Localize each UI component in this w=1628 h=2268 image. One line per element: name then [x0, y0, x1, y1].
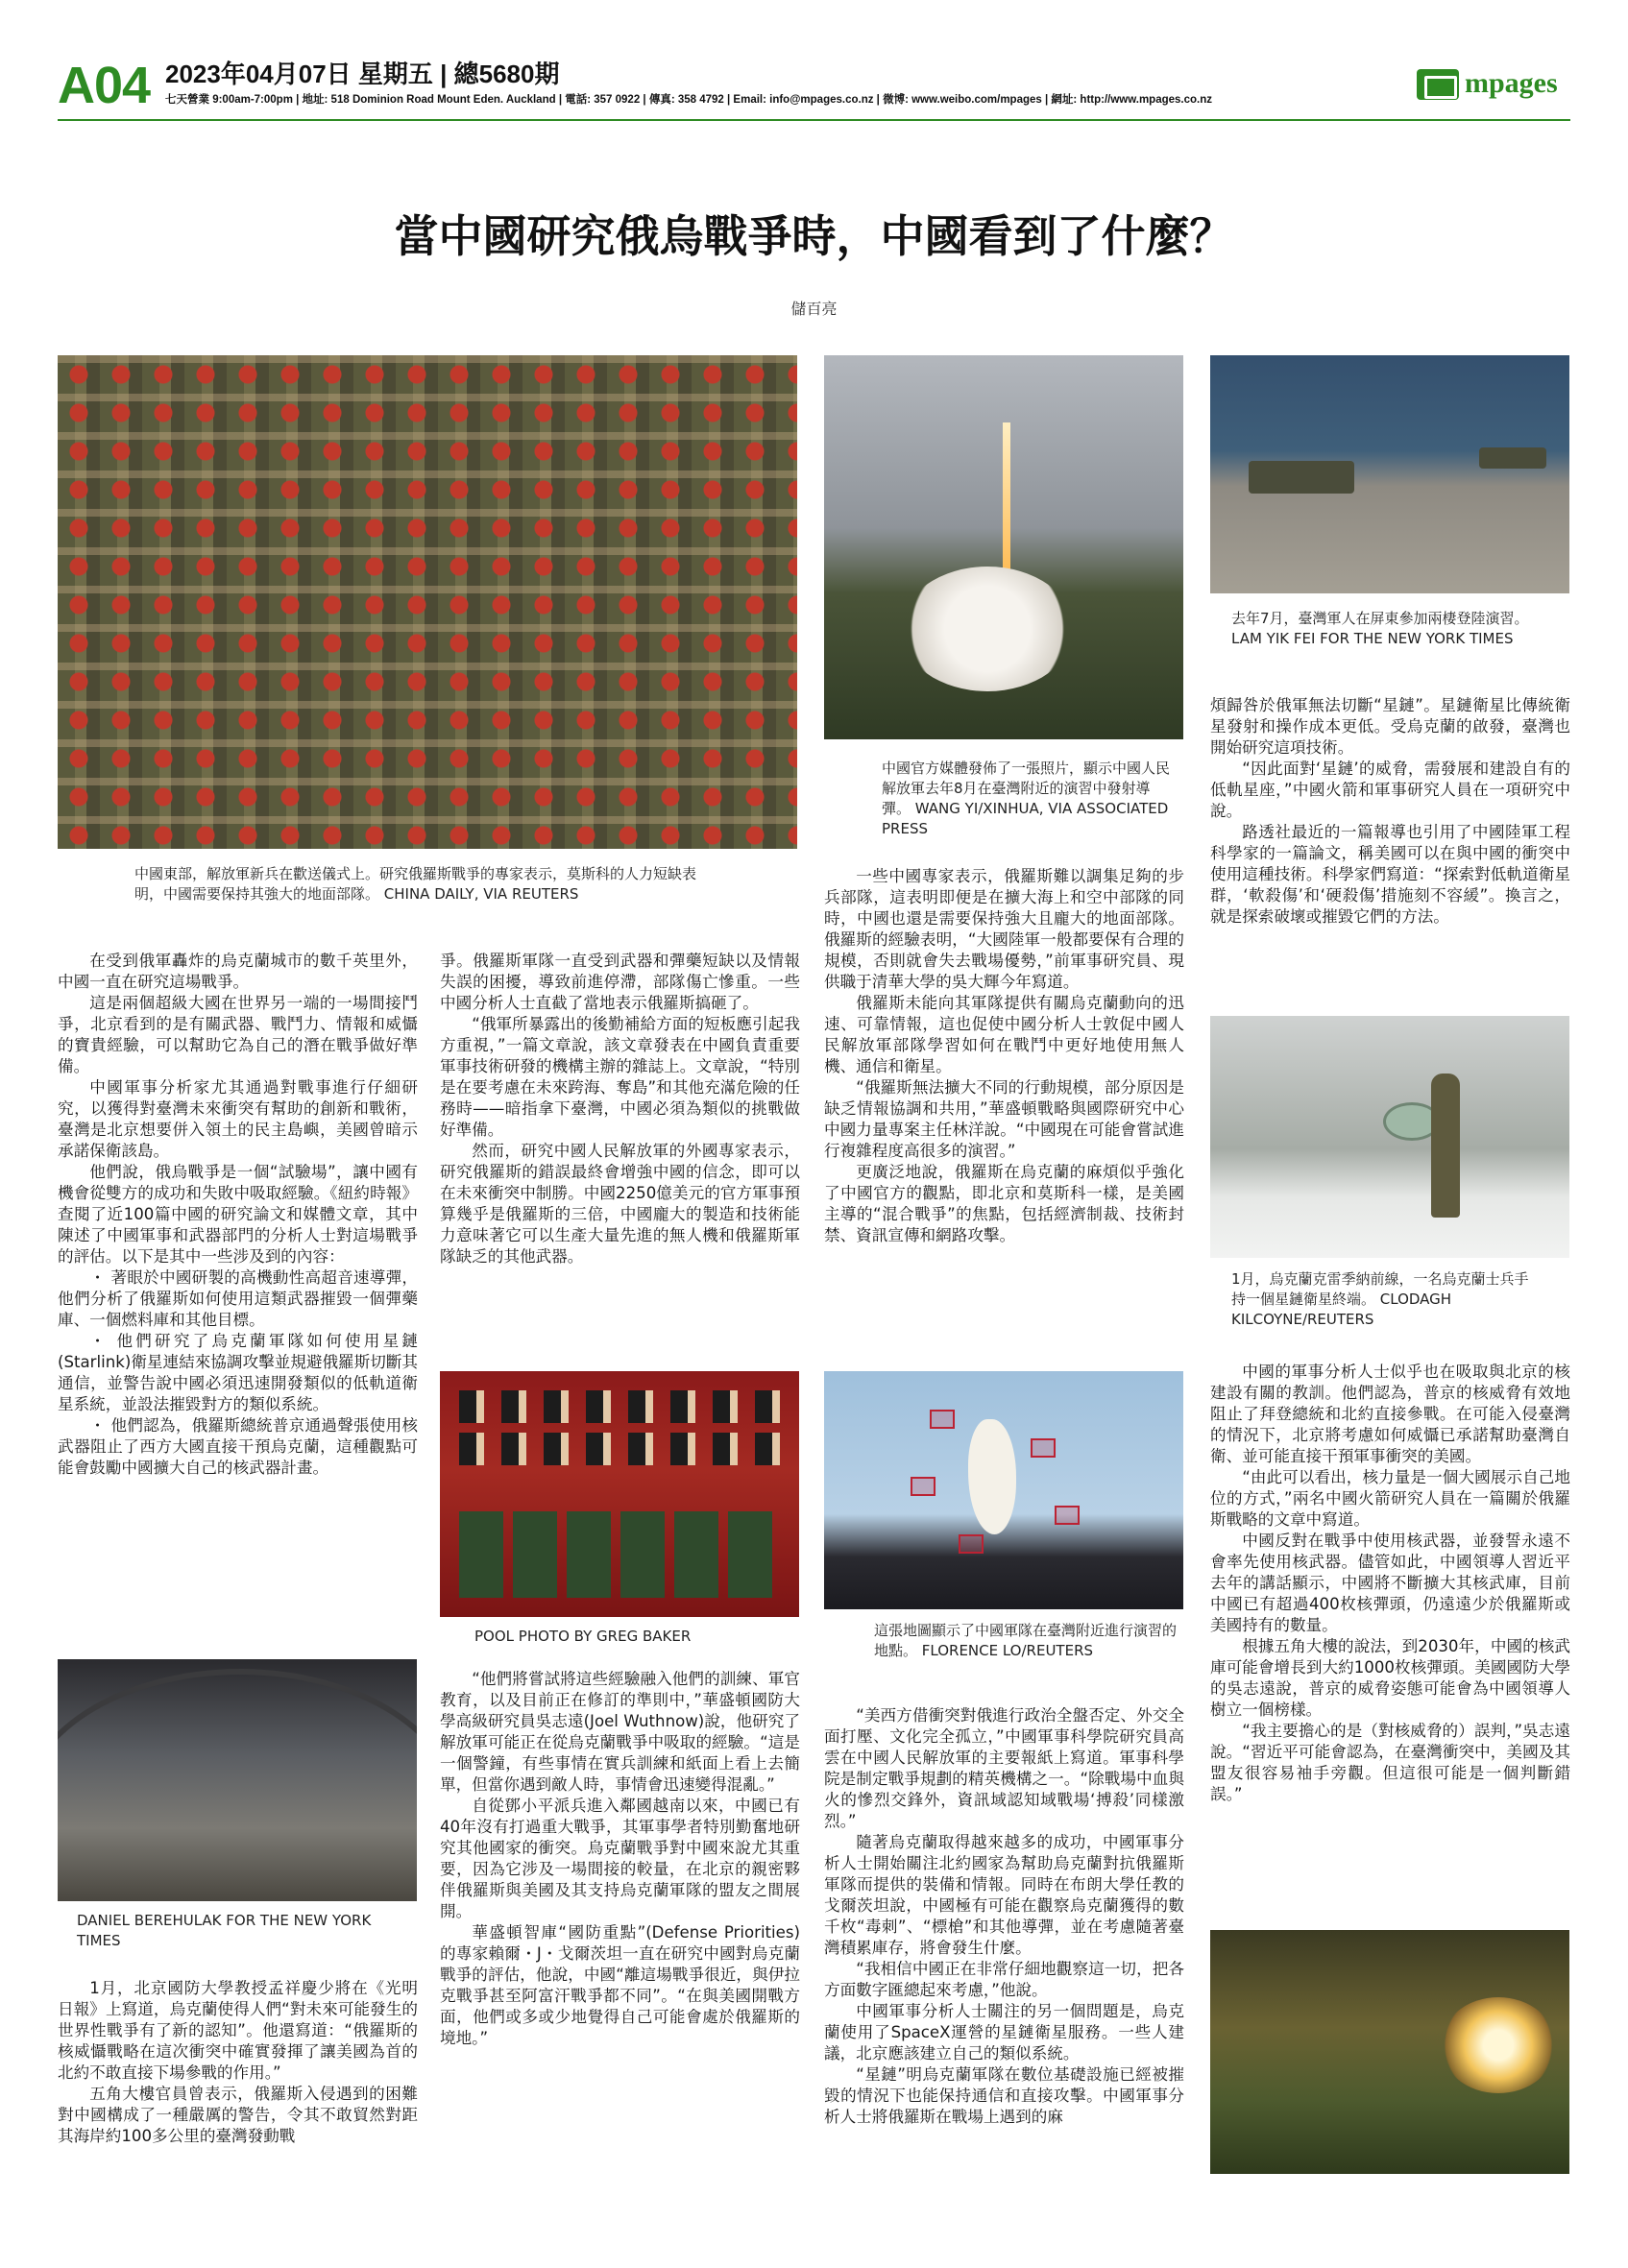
- paragraph: “我相信中國正在非常仔細地觀察這一切，把各方面數字匯總起來考慮，”他說。: [824, 1960, 1184, 1999]
- paragraph: 更廣泛地說，俄羅斯在烏克蘭的麻煩似乎強化了中國官方的觀點，即北京和莫斯科一樣，是美國主導的“混合戰爭”的焦點，包括經濟制裁、技術封禁、資訊宣傳和網路攻擊。: [824, 1163, 1184, 1244]
- paragraph: 中國軍事分析家尤其通過對戰事進行仔細研究，以獲得對臺灣未來衝突有幫助的創新和戰術，臺灣是北京想要併入領土的民主島嶼，美國曾暗示承諾保衛該島。: [58, 1078, 418, 1160]
- masthead-rule: [58, 119, 1570, 121]
- contact-info-line: 七天營業 9:00am-7:00pm | 地址: 518 Dominion Road Mount Eden. Auckland | 電話: 357 0922 | 傳真: 358 4792 | Email: info@mpages.co.nz | 微博: www.weibo.com/mpages | 網址: http://www.mpages.co.nz: [165, 94, 1212, 106]
- photo-artillery-fire: [1210, 1930, 1569, 2174]
- paragraph: 他們說，俄烏戰爭是一個“試驗場”，讓中國有機會從雙方的成功和失敗中吸取經驗。《紐約時報》查閱了近100篇中國的研究論文和媒體文章，其中陳述了中國軍事和武器部門的分析人士對這場戰爭的評估。以下是其中一些涉及到的內容：: [58, 1163, 418, 1266]
- paragraph: 爭。俄羅斯軍隊一直受到武器和彈藥短缺以及情報失誤的困擾，導致前進停滯，部隊傷亡慘重。一些中國分析人士直截了當地表示俄羅斯搞砸了。: [440, 952, 800, 1012]
- amphibious-vehicle: [1249, 461, 1354, 494]
- photo-recruits-ceremony: [58, 355, 797, 849]
- paragraph: 五角大樓官員曾表示，俄羅斯入侵遇到的困難對中國構成了一種嚴厲的警告，令其不敢貿然對距其海岸約100多公里的臺灣發動戰: [58, 2085, 418, 2145]
- paragraph: 這是兩個超級大國在世界另一端的一場間接鬥爭，北京看到的是有關武器、戰鬥力、情報和威懾的寶貴經驗，可以幫助它為自己的潛在戰爭做好準備。: [58, 994, 418, 1075]
- drill-zone: [959, 1534, 984, 1554]
- logo-mark-icon: [1417, 69, 1459, 100]
- paragraph: “他們將嘗試將這些經驗融入他們的訓練、軍官教育，以及目前正在修訂的準則中，”華盛頓國防大學高級研究員吳志遠(Joel Wuthnow)說，他研究了解放軍可能正在從烏克蘭戰爭中吸取的經驗。“這是一個警鐘，有些事情在實兵訓練和紙面上看上去簡單，但當你遇到敵人時，事情會迅速變得混亂。”: [440, 1670, 800, 1794]
- caption-starlink: 1月，烏克蘭克雷季納前線，一名烏克蘭士兵手持一個星鏈衛星終端。 CLODAGH KILCOYNE/REUTERS: [1231, 1270, 1529, 1328]
- caption-congress: POOL PHOTO BY GREG BAKER: [474, 1628, 692, 1645]
- missile-trail: [1003, 422, 1010, 586]
- paragraph: “星鏈”明烏克蘭軍隊在數位基礎設施已經被摧毀的情況下也能保持通信和直接攻擊。中國軍事分析人士將俄羅斯在戰場上遇到的麻: [824, 2065, 1184, 2126]
- drill-zone: [930, 1410, 955, 1429]
- paragraph: “俄羅斯無法擴大不同的行動規模，部分原因是缺乏情報協調和共用，”華盛頓戰略與國際研究中心中國力量專案主任林洋說。“中國現在可能會嘗試進行複雜程度高很多的演習。”: [824, 1078, 1184, 1160]
- photo-destroyed-hangar: [58, 1659, 417, 1901]
- drill-zone: [911, 1477, 935, 1496]
- column-3-bottom: [824, 1705, 1184, 2128]
- taiwan-island: [968, 1419, 1016, 1534]
- paragraph: “俄軍所暴露出的後勤補給方面的短板應引起我方重視，”一篇文章說，該文章發表在中國負責重要軍事技術研發的機構主辦的雜誌上。文章說，“特別是在要考慮在未來跨海、奪島”和其他充滿危險的任務時——暗指拿下臺灣，中國必須為類似的挑戰做好準備。: [440, 1015, 800, 1139]
- drill-zone: [1055, 1506, 1080, 1525]
- photo-missile-launch: [824, 355, 1183, 739]
- paragraph: 煩歸咎於俄軍無法切斷“星鏈”。星鏈衛星比傳統衛星發射和操作成本更低。受烏克蘭的啟發，臺灣也開始研究這項技術。: [1210, 696, 1570, 757]
- column-2-top: [440, 951, 800, 1267]
- column-4-bottom: [1210, 1362, 1570, 1805]
- article-byline: 儲百亮: [790, 300, 838, 318]
- caption-recruits: 中國東部，解放軍新兵在歡送儀式上。研究俄羅斯戰爭的專家表示，莫斯科的人力短缺表明，中國需要保持其強大的地面部隊。 CHINA DAILY, VIA REUTERS: [134, 865, 697, 903]
- paragraph: 隨著烏克蘭取得越來越多的成功，中國軍事分析人士開始關注北約國家為幫助烏克蘭對抗俄羅斯軍隊而提供的裝備和情報。同時在布朗大學任教的戈爾茨坦說，中國極有可能在觀察烏克蘭獲得的數千枚“毒刺”、“標槍”和其他導彈，並在考慮隨著臺灣積累庫存，將會發生什麼。: [824, 1833, 1184, 1957]
- paragraph: 在受到俄軍轟炸的烏克蘭城市的數千英里外，中國一直在研究這場戰爭。: [58, 952, 418, 991]
- masthead: [58, 56, 1570, 119]
- officers-row: [459, 1511, 780, 1598]
- hangar-arch: [58, 1669, 417, 1901]
- paragraph: 自從鄧小平派兵進入鄰國越南以來，中國已有40年沒有打過重大戰爭，其軍事學者特別勤奮地研究其他國家的衝突。烏克蘭戰爭對中國來說尤其重要，因為它涉及一場間接的較量，在北京的親密夥伴俄羅斯與美國及其支持烏克蘭軍隊的盟友之間展開。: [440, 1797, 800, 1920]
- paragraph: “美西方借衝突對俄進行政治全盤否定、外交全面打壓、文化完全孤立，”中國軍事科學院研究員高雲在中國人民解放軍的主要報紙上寫道。軍事科學院是制定戰爭規劃的精英機構之一。“除戰場中血與火的慘烈交鋒外，資訊域認知域戰場‘搏殺’同樣激烈。”: [824, 1706, 1184, 1830]
- column-3-top: [824, 866, 1184, 1246]
- bullet-paragraph: ・ 他們認為，俄羅斯總統普京通過聲張使用核武器阻止了西方大國直接干預烏克蘭，這種觀點可能會鼓勵中國擴大自己的核武器計畫。: [58, 1416, 418, 1477]
- paragraph: 俄羅斯未能向其軍隊提供有關烏克蘭動向的迅速、可靠情報，這也促使中國分析人士敦促中國人民解放軍部隊學習如何在戰鬥中更好地使用無人機、通信和衛星。: [824, 994, 1184, 1075]
- leaders-row: [459, 1390, 780, 1423]
- paragraph: 1月，北京國防大學教授孟祥慶少將在《光明日報》上寫道，烏克蘭使得人們“對未來可能發生的世界性戰爭有了新的認知”。他還寫道：“俄羅斯的核威懾戰略在這次衝突中確實發揮了讓美國為首的北約不敢直接下場參戰的作用。”: [58, 1979, 418, 2082]
- mpages-logo: [1417, 69, 1570, 108]
- missile-smoke-plume: [901, 567, 1074, 691]
- column-2-bottom: [440, 1669, 800, 2049]
- column-4-top: [1210, 695, 1570, 928]
- soldier-figure: [1431, 1074, 1460, 1218]
- photo-starlink-soldier: [1210, 1016, 1569, 1258]
- paragraph: 中國的軍事分析人士似乎也在吸取與北京的核建設有關的教訓。他們認為，普京的核威脅有效地阻止了拜登總統和北約直接參戰。在可能入侵臺灣的情況下，北京將考慮如何威懾已承諾幫助臺灣自衛、並可能直接干預軍事衝突的美國。: [1210, 1363, 1570, 1465]
- logo-text: mpages: [1465, 67, 1558, 99]
- caption-map: 這張地圖顯示了中國軍隊在臺灣附近進行演習的地點。 FLORENCE LO/REUTERS: [874, 1622, 1178, 1659]
- muzzle-flash: [1441, 1997, 1556, 2093]
- photo-congress-officers: [440, 1371, 799, 1617]
- column-1-top: [58, 951, 418, 1479]
- date-line: 2023年04月07日 星期五 | 總5680期: [165, 60, 560, 88]
- drill-zone: [1031, 1438, 1056, 1458]
- paragraph: 根據五角大樓的說法，到2030年，中國的核武庫可能會增長到大約1000枚核彈頭。美國國防大學的吳志遠說，普京的威脅姿態可能會為中國領導人樹立一個榜樣。: [1210, 1637, 1570, 1719]
- caption-beach: 去年7月，臺灣軍人在屏東參加兩棲登陸演習。 LAM YIK FEI FOR THE NEW YORK TIMES: [1231, 610, 1529, 647]
- paragraph: 然而，研究中國人民解放軍的外國專家表示，研究俄羅斯的錯誤最終會增強中國的信念，即可以在未來衝突中制勝。中國2250億美元的官方軍事預算幾乎是俄羅斯的三倍，中國龐大的製造和技術能力意味著它可以生產大量先進的無人機和俄羅斯軍隊缺乏的其他武器。: [440, 1142, 800, 1266]
- paragraph: “我主要擔心的是（對核威脅的）誤判，”吳志遠說。“習近平可能會認為，在臺灣衝突中，美國及其盟友很容易袖手旁觀。但這很可能是一個判斷錯誤。”: [1210, 1722, 1570, 1803]
- bullet-paragraph: ・ 他們研究了烏克蘭軍隊如何使用星鏈(Starlink)衛星連結來協調攻擊並規避俄羅斯切斷其通信，並警告說中國必須迅速開發類似的低軌道衛星系統，並設法摧毀對方的類似系統。: [58, 1332, 419, 1413]
- article-headline: 當中國研究俄烏戰爭時，中國看到了什麼？: [394, 210, 1234, 262]
- paragraph: “由此可以看出，核力量是一個大國展示自己地位的方式，”兩名中國火箭研究人員在一篇關於俄羅斯戰略的文章中寫道。: [1210, 1468, 1570, 1529]
- paragraph: “因此面對‘星鏈’的威脅，需發展和建設自有的低軌星座，”中國火箭和軍事研究人員在一項研究中說。: [1210, 760, 1570, 820]
- photo-drill-map: [824, 1371, 1183, 1609]
- paragraph: 中國反對在戰爭中使用核武器，並發誓永遠不會率先使用核武器。儘管如此，中國領導人習近平去年的講話顯示，中國將不斷擴大其核武庫，目前中國已有超過400枚核彈頭，仍遠遠少於俄羅斯或美國持有的數量。: [1210, 1532, 1570, 1634]
- paragraph: 一些中國專家表示，俄羅斯難以調集足夠的步兵部隊，這表明即便是在擴大海上和空中部隊的同時，中國也還是需要保持強大且龐大的地面部隊。俄羅斯的經驗表明，“大國陸軍一般都要保有合理的規模，否則就會失去戰場優勢，”前軍事研究員、現供職于清華大學的吳大輝今年寫道。: [824, 867, 1184, 991]
- photo-amphibious-drill: [1210, 355, 1569, 593]
- page-number: A04: [58, 57, 151, 114]
- leaders-row-2: [459, 1433, 780, 1465]
- paragraph: 華盛頓智庫“國防重點”(Defense Priorities)的專家賴爾・J・戈爾茨坦一直在研究中國對烏克蘭戰爭的評估，他說，中國“離這場戰爭很近，與伊拉克戰爭甚至阿富汗戰爭都不同”。“在與美國開戰方面，他們或多或少地覺得自己可能會處於俄羅斯的境地。”: [440, 1923, 800, 2047]
- caption-missile: 中國官方媒體發佈了一張照片，顯示中國人民解放軍去年8月在臺灣附近的演習中發射導彈。 WANG YI/XINHUA, VIA ASSOCIATED PRESS: [882, 760, 1171, 837]
- amphibious-vehicle-2: [1479, 447, 1546, 469]
- paragraph: 路透社最近的一篇報導也引用了中國陸軍工程科學家的一篇論文，稱美國可以在與中國的衝突中使用這種技術。科學家們寫道：“探索對低軌道衛星群，‘軟殺傷’和‘硬殺傷’措施刻不容緩”。換言之，就是探索破壞或摧毀它們的方法。: [1210, 823, 1570, 926]
- paragraph: 中國軍事分析人士關注的另一個問題是，烏克蘭使用了SpaceX運營的星鏈衛星服務。一些人建議，北京應該建立自己的類似系統。: [824, 2002, 1184, 2063]
- column-1-bottom: [58, 1978, 418, 2147]
- caption-hangar: DANIEL BEREHULAK FOR THE NEW YORK TIMES: [77, 1912, 372, 1949]
- bullet-paragraph: ・ 著眼於中國研製的高機動性高超音速導彈，他們分析了俄羅斯如何使用這類武器摧毀一個彈藥庫、一個燃料庫和其他目標。: [58, 1268, 418, 1329]
